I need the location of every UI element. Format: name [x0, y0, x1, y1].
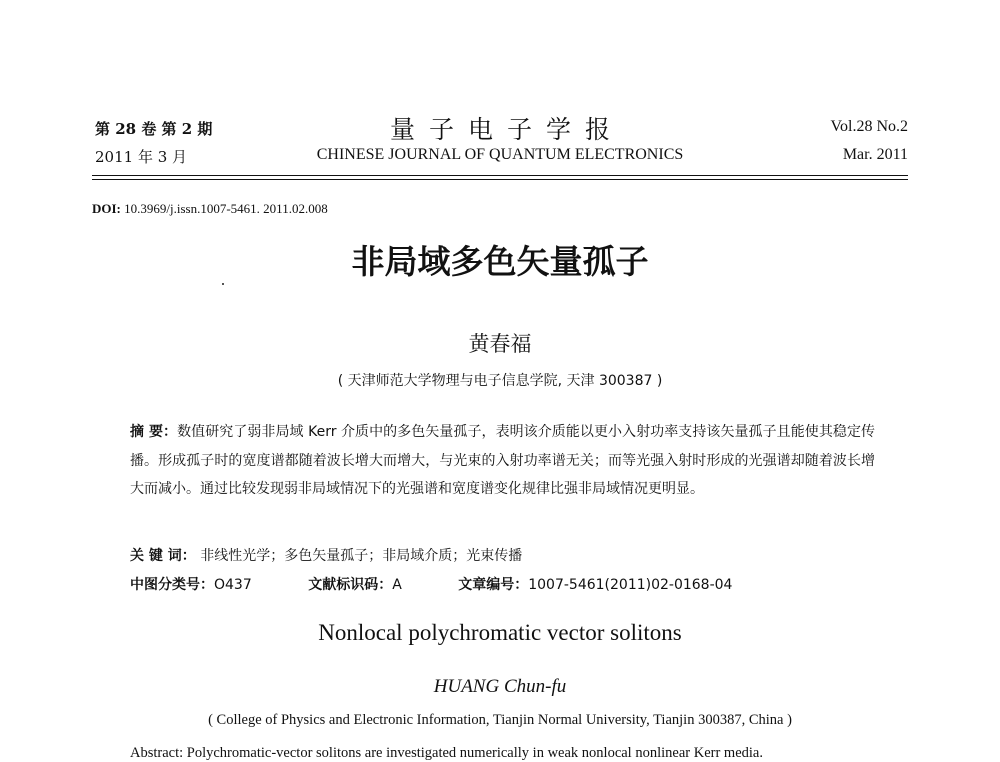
affiliation-cn: ( 天津师范大学物理与电子信息学院, 天津 300387 ): [337, 373, 663, 389]
abstract-cn: [130, 418, 875, 504]
doi-label: DOI:: [92, 201, 121, 216]
header-rule-top: [92, 175, 908, 176]
volume-issue-en: Vol.28 No.2: [830, 118, 908, 135]
abstract-label-en: Abstract:: [130, 745, 184, 761]
keywords-label-cn: 关 键 词：: [130, 548, 196, 564]
volume-issue-cn: 第 28 卷 第 2 期: [95, 120, 213, 138]
classification-row: [130, 574, 784, 594]
paper-title-en: Nonlocal polychromatic vector solitons: [318, 620, 682, 645]
journal-title-cn: 量子电子学报: [389, 115, 624, 144]
article-no-value: 1007-5461(2011)02-0168-04: [528, 577, 733, 593]
doi-value: 10.3969/j.issn.1007-5461. 2011.02.008: [124, 201, 328, 216]
affiliation-en: ( College of Physics and Electronic Information, Tianjin Normal University, Tianjin 300387, China ): [208, 712, 792, 728]
header-rule-bottom: [92, 179, 908, 180]
author-en: HUANG Chun-fu: [433, 676, 567, 697]
abstract-text-cn: 数值研究了弱非局域 Kerr 介质中的多色矢量孤子，表明该介质能以更小入射功率支持该矢量孤子且能使其稳定传播。形成孤子时的宽度谱都随着波长增大而增大，与光束的入射功率谱无关；而等光强入射时形成的光强谱却随着波长增大而减小。通过比较发现弱非局域情况下的光强谱和宽度谱变化规律比强非局域情况更明显。: [130, 424, 875, 497]
date-cn: 2011 年 3 月: [95, 148, 188, 166]
keywords-text-cn: 非线性光学；多色矢量孤子；非局域介质；光束传播: [200, 548, 523, 564]
clc-label: 中图分类号：: [130, 577, 214, 593]
doc-code-label: 文献标识码：: [308, 577, 393, 593]
paper-title-cn: 非局域多色矢量孤子: [351, 242, 649, 281]
date-en: Mar. 2011: [842, 146, 908, 163]
clc-value: O437: [214, 577, 252, 593]
doc-code-value: A: [392, 577, 402, 593]
abstract-text-en: Polychromatic-vector solitons are investigated numerically in weak nonlocal nonlinear Kerr media.: [186, 745, 763, 761]
keywords-cn: [130, 545, 522, 565]
journal-title-en: CHINESE JOURNAL OF QUANTUM ELECTRONICS: [316, 146, 684, 163]
article-no-label: 文章编号：: [458, 577, 529, 593]
abstract-label-cn: 摘 要：: [130, 424, 178, 440]
doi-line: [92, 201, 328, 217]
abstract-en: [130, 745, 763, 762]
scan-speck: [222, 283, 224, 285]
author-cn: 黄春福: [468, 332, 532, 356]
